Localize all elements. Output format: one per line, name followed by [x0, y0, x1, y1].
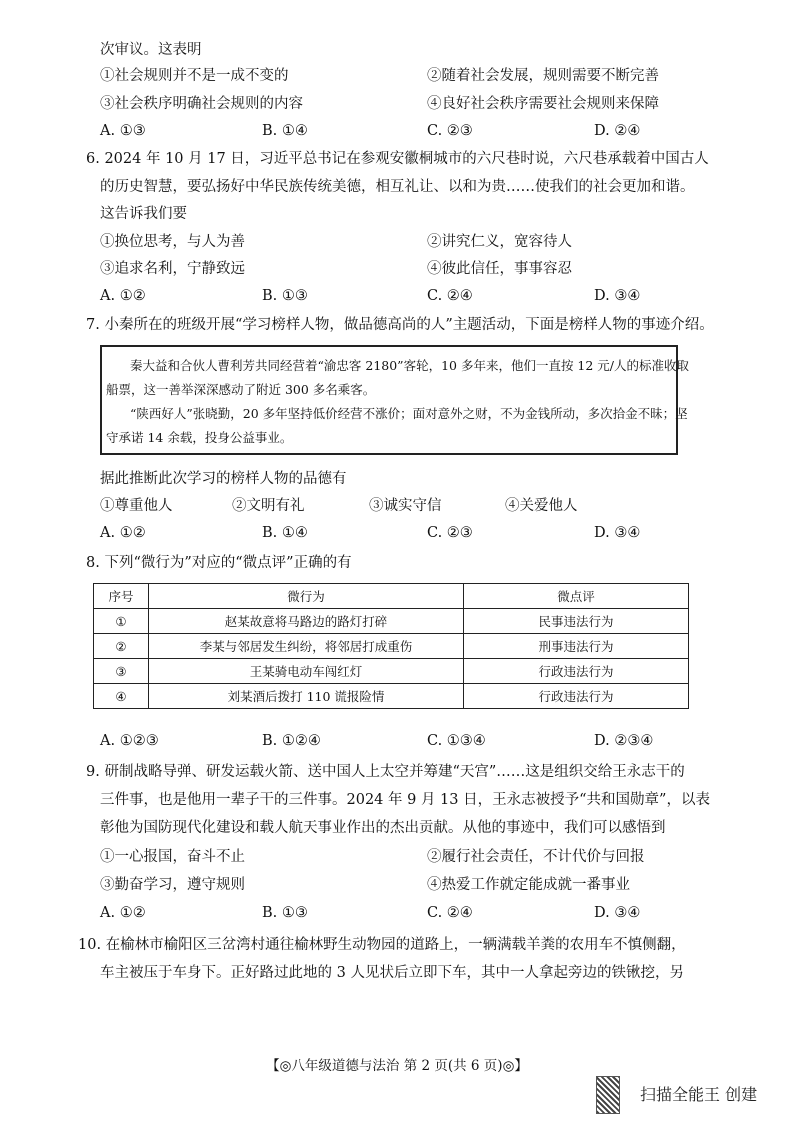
q8-choice-d[interactable]: D. ②③④ — [594, 733, 654, 749]
q10-stem-line1: 10. 在榆林市榆阳区三岔湾村通往榆林野生动物园的道路上，一辆满载羊粪的农用车不慎侧翻， — [78, 937, 686, 953]
q7-option-3: ③诚实守信 — [369, 498, 442, 514]
table-cell: 行政违法行为 — [464, 684, 689, 709]
q5-choice-d[interactable]: D. ②④ — [594, 123, 641, 139]
q6-choice-b[interactable]: B. ①③ — [262, 288, 308, 304]
qr-code-icon — [596, 1076, 620, 1114]
q5-choices — [0, 121, 794, 141]
q7-options — [0, 496, 794, 516]
q8-choice-c[interactable]: C. ①③④ — [427, 733, 486, 749]
table-cell: ② — [94, 634, 149, 659]
q7-box-para2-line1: “陕西好人”张晓勤，20 多年坚持低价经营不涨价；面对意外之财，不为金钱所动，多次拾金不昧；坚 — [130, 406, 688, 421]
q10-stem-line2: 车主被压于车身下。正好路过此地的 3 人见状后立即下车，其中一人拿起旁边的铁锹挖，另 — [100, 965, 684, 981]
q7-box-para2-line2: 守承诺 14 余载，投身公益事业。 — [106, 430, 293, 445]
q6-choice-d[interactable]: D. ③④ — [594, 288, 641, 304]
table-cell: ① — [94, 609, 149, 634]
q7-option-1: ①尊重他人 — [100, 498, 173, 514]
q6-option-1: ①换位思考，与人为善 — [100, 234, 245, 250]
q7-box-para1-line2: 船票，这一善举深深感动了附近 300 多名乘客。 — [106, 382, 376, 397]
q6-stem-line1: 6. 2024 年 10 月 17 日，习近平总书记在参观安徽桐城市的六尺巷时说，六尺巷承载着中国古人 — [86, 151, 709, 167]
table-row — [94, 659, 689, 684]
q7-choice-a[interactable]: A. ①② — [100, 525, 146, 541]
q9-option-1: ①一心报国，奋斗不止 — [100, 849, 245, 865]
q5-option-1: ①社会规则并不是一成不变的 — [100, 68, 289, 84]
q7-choice-b[interactable]: B. ①④ — [262, 525, 308, 541]
q7-material-box — [100, 345, 690, 455]
q8-choice-b[interactable]: B. ①②④ — [262, 733, 321, 749]
q6-option-2: ②讲究仁义，宽容待人 — [427, 234, 572, 250]
table-row — [94, 634, 689, 659]
q6-choices — [0, 286, 794, 306]
q8-table — [93, 583, 689, 709]
q8-stem: 8. 下列“微行为”对应的“微点评”正确的有 — [86, 555, 352, 571]
table-row — [94, 609, 689, 634]
q9-choice-d[interactable]: D. ③④ — [594, 905, 641, 921]
page-footer: 【◎八年级道德与法治 第 2 页(共 6 页)◎】 — [266, 1058, 528, 1074]
q5-choice-b[interactable]: B. ①④ — [262, 123, 308, 139]
q7-box-para1-line1: 秦大益和合伙人曹利芳共同经营着“渝忠客 2180”客轮，10 多年来，他们一直按 12 元/人的标准收取 — [130, 358, 690, 373]
q9-choice-b[interactable]: B. ①③ — [262, 905, 308, 921]
q5-option-4: ④良好社会秩序需要社会规则来保障 — [427, 96, 659, 112]
q5-choice-c[interactable]: C. ②③ — [427, 123, 473, 139]
q6-choice-c[interactable]: C. ②④ — [427, 288, 473, 304]
q5-choice-a[interactable]: A. ①③ — [100, 123, 146, 139]
table-cell: ④ — [94, 684, 149, 709]
table-cell: 赵某故意将马路边的路灯打碎 — [149, 609, 464, 634]
q9-choices — [0, 903, 794, 923]
q9-stem-line2: 三件事，也是他用一辈子干的三件事。2024 年 9 月 13 日，王永志被授予“共和国勋章”，以表 — [100, 792, 710, 808]
q7-choice-c[interactable]: C. ②③ — [427, 525, 473, 541]
q5-option-2: ②随着社会发展，规则需要不断完善 — [427, 68, 659, 84]
q8-choices — [0, 731, 794, 751]
scanner-watermark: 扫描全能王 创建 — [640, 1085, 758, 1104]
table-cell: 民事违法行为 — [464, 609, 689, 634]
table-cell: 李某与邻居发生纠纷，将邻居打成重伤 — [149, 634, 464, 659]
table-cell: 行政违法行为 — [464, 659, 689, 684]
q7-option-2: ②文明有礼 — [232, 498, 305, 514]
q9-option-2: ②履行社会责任，不计代价与回报 — [427, 849, 645, 865]
table-header-index: 序号 — [94, 584, 149, 609]
q7-option-4: ④关爱他人 — [505, 498, 578, 514]
table-row — [94, 684, 689, 709]
q6-choice-a[interactable]: A. ①② — [100, 288, 146, 304]
q7-choices — [0, 523, 794, 543]
q6-stem-line3: 这告诉我们要 — [100, 206, 187, 222]
q9-choice-c[interactable]: C. ②④ — [427, 905, 473, 921]
q7-choice-d[interactable]: D. ③④ — [594, 525, 641, 541]
q9-choice-a[interactable]: A. ①② — [100, 905, 146, 921]
q6-option-3: ③追求名利，宁静致远 — [100, 261, 245, 277]
q8-choice-a[interactable]: A. ①②③ — [100, 733, 159, 749]
table-header-behavior: 微行为 — [149, 584, 464, 609]
table-cell: ③ — [94, 659, 149, 684]
q7-question: 据此推断此次学习的榜样人物的品德有 — [100, 471, 347, 487]
table-header-row — [94, 584, 689, 609]
q7-stem: 7. 小秦所在的班级开展“学习榜样人物，做品德高尚的人”主题活动，下面是榜样人物的事迹介绍。 — [86, 317, 714, 333]
q9-option-3: ③勤奋学习，遵守规则 — [100, 877, 245, 893]
table-cell: 刑事违法行为 — [464, 634, 689, 659]
q9-stem-line3: 彰他为国防现代化建设和载人航天事业作出的杰出贡献。从他的事迹中，我们可以感悟到 — [100, 820, 666, 836]
q5-option-3: ③社会秩序明确社会规则的内容 — [100, 96, 303, 112]
q9-stem-line1: 9. 研制战略导弹、研发运载火箭、送中国人上太空并筹建“天宫”……这是组织交给王永志干的 — [86, 764, 685, 780]
q6-stem-line2: 的历史智慧，要弘扬好中华民族传统美德，相互礼让、以和为贵……使我们的社会更加和谐。 — [100, 179, 695, 195]
table-header-comment: 微点评 — [464, 584, 689, 609]
q5-stem-tail: 次审议。这表明 — [100, 42, 202, 58]
q9-option-4: ④热爱工作就定能成就一番事业 — [427, 877, 630, 893]
table-cell: 刘某酒后拨打 110 谎报险情 — [149, 684, 464, 709]
table-cell: 王某骑电动车闯红灯 — [149, 659, 464, 684]
q6-option-4: ④彼此信任，事事容忍 — [427, 261, 572, 277]
